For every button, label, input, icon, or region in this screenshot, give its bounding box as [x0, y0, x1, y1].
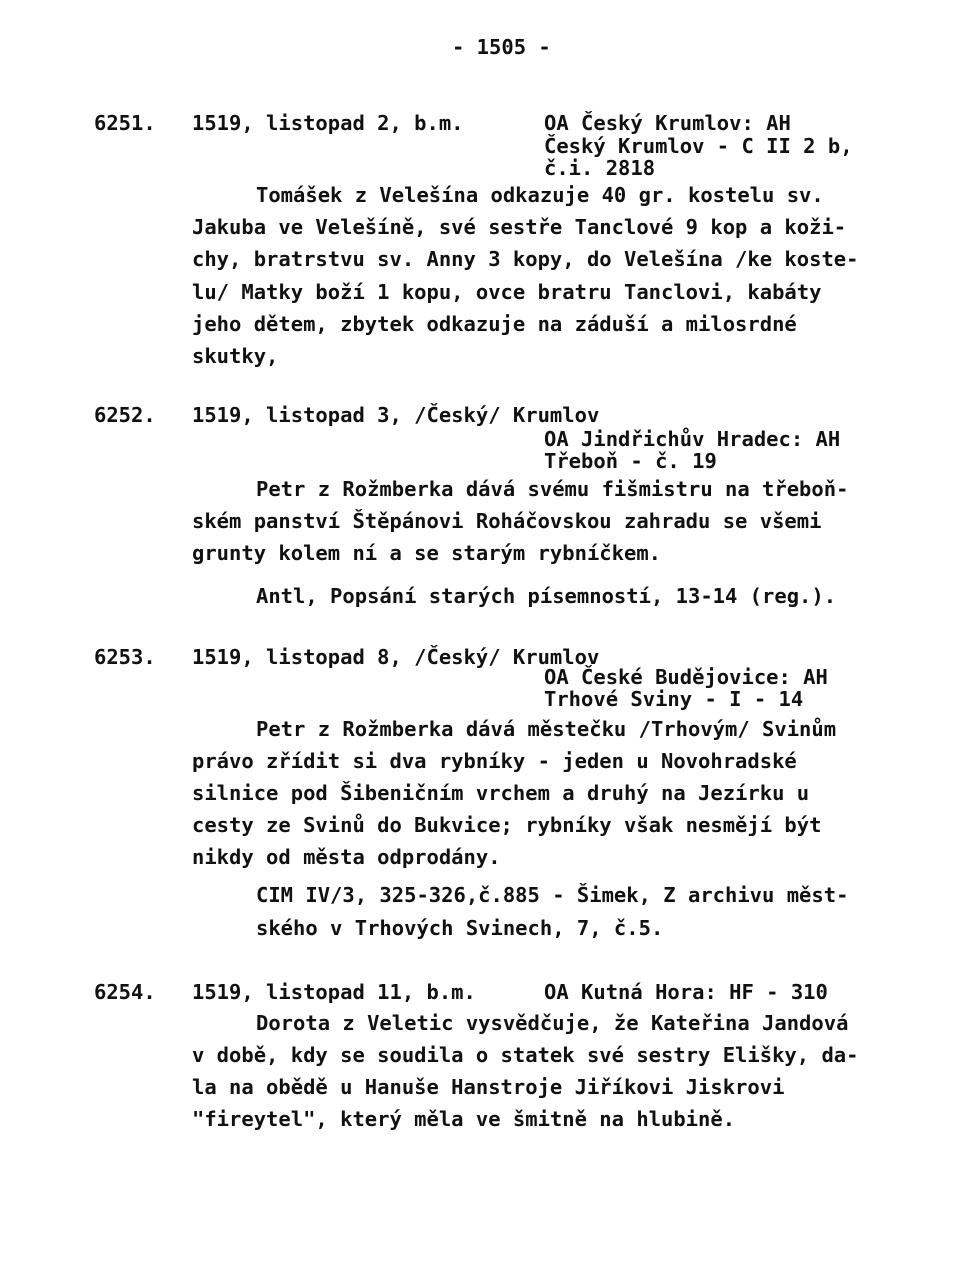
archive-line: Český Krumlov - C II 2 b, [544, 134, 853, 158]
body-line: grunty kolem ní a se starým rybníčkem. [192, 541, 661, 565]
body-line: "fireytel", který měla ve šmitně na hlubině. [192, 1107, 736, 1131]
archive-line: č.i. 2818 [544, 156, 656, 180]
reference-line: CIM IV/3, 325-326,č.885 - Šimek, Z archivu měst- [256, 883, 849, 907]
entry-number: 6253. [94, 645, 156, 669]
reference-line: ského v Trhových Svinech, 7, č.5. [256, 916, 664, 940]
body-line: Tomášek z Velešína odkazuje 40 gr. kostelu sv. [256, 183, 824, 207]
body-line: cesty ze Svinů do Bukvice; rybníky však nesmějí být [192, 813, 822, 837]
body-line: skutky, [192, 344, 279, 368]
archive-line: Třeboň - č. 19 [544, 449, 717, 473]
page-number: - 1505 - [452, 35, 551, 59]
body-line: la na obědě u Hanuše Hanstroje Jiříkovi Jiskrovi [192, 1075, 785, 1099]
body-line: Petr z Rožmberka dává městečku /Trhovým/ Svinům [256, 717, 837, 741]
reference-line: Antl, Popsání starých písemností, 13-14 (reg.). [256, 584, 837, 608]
body-line: nikdy od města odprodány. [192, 845, 501, 869]
entry-date: 1519, listopad 11, b.m. [192, 980, 476, 1004]
entry-number: 6252. [94, 403, 156, 427]
body-line: chy, bratrstvu sv. Anny 3 kopy, do Velešína /ke koste- [192, 247, 859, 271]
body-line: právo zřídit si dva rybníky - jeden u Novohradské [192, 749, 797, 773]
body-line: Jakuba ve Velešíně, své sestře Tanclové 9 kop a koži- [192, 215, 847, 239]
body-line: silnice pod Šibeničním vrchem a druhý na Jezírku u [192, 781, 810, 805]
archive-line: OA České Budějovice: AH [544, 665, 828, 689]
body-line: Dorota z Veletic vysvědčuje, že Kateřina Jandová [256, 1011, 849, 1035]
body-line: jeho dětem, zbytek odkazuje na záduší a milosrdné [192, 312, 797, 336]
body-line: v době, kdy se soudila o statek své sestry Elišky, da- [192, 1043, 859, 1067]
entry-date: 1519, listopad 8, /Český/ Krumlov [192, 645, 600, 669]
body-line: Petr z Rožmberka dává svému fišmistru na třeboň- [256, 477, 849, 501]
archive-line: OA Kutná Hora: HF - 310 [544, 980, 828, 1004]
body-line: ském panství Štěpánovi Roháčovskou zahradu se všemi [192, 509, 822, 533]
entry-date: 1519, listopad 3, /Český/ Krumlov [192, 403, 600, 427]
archive-line: Trhové Sviny - I - 14 [544, 687, 804, 711]
entry-date: 1519, listopad 2, b.m. [192, 111, 464, 135]
archive-line: OA Český Krumlov: AH [544, 111, 791, 135]
entry-number: 6254. [94, 980, 156, 1004]
body-line: lu/ Matky boží 1 kopu, ovce bratru Tanclovi, kabáty [192, 280, 822, 304]
archive-line: OA Jindřichův Hradec: AH [544, 427, 841, 451]
entry-number: 6251. [94, 111, 156, 135]
